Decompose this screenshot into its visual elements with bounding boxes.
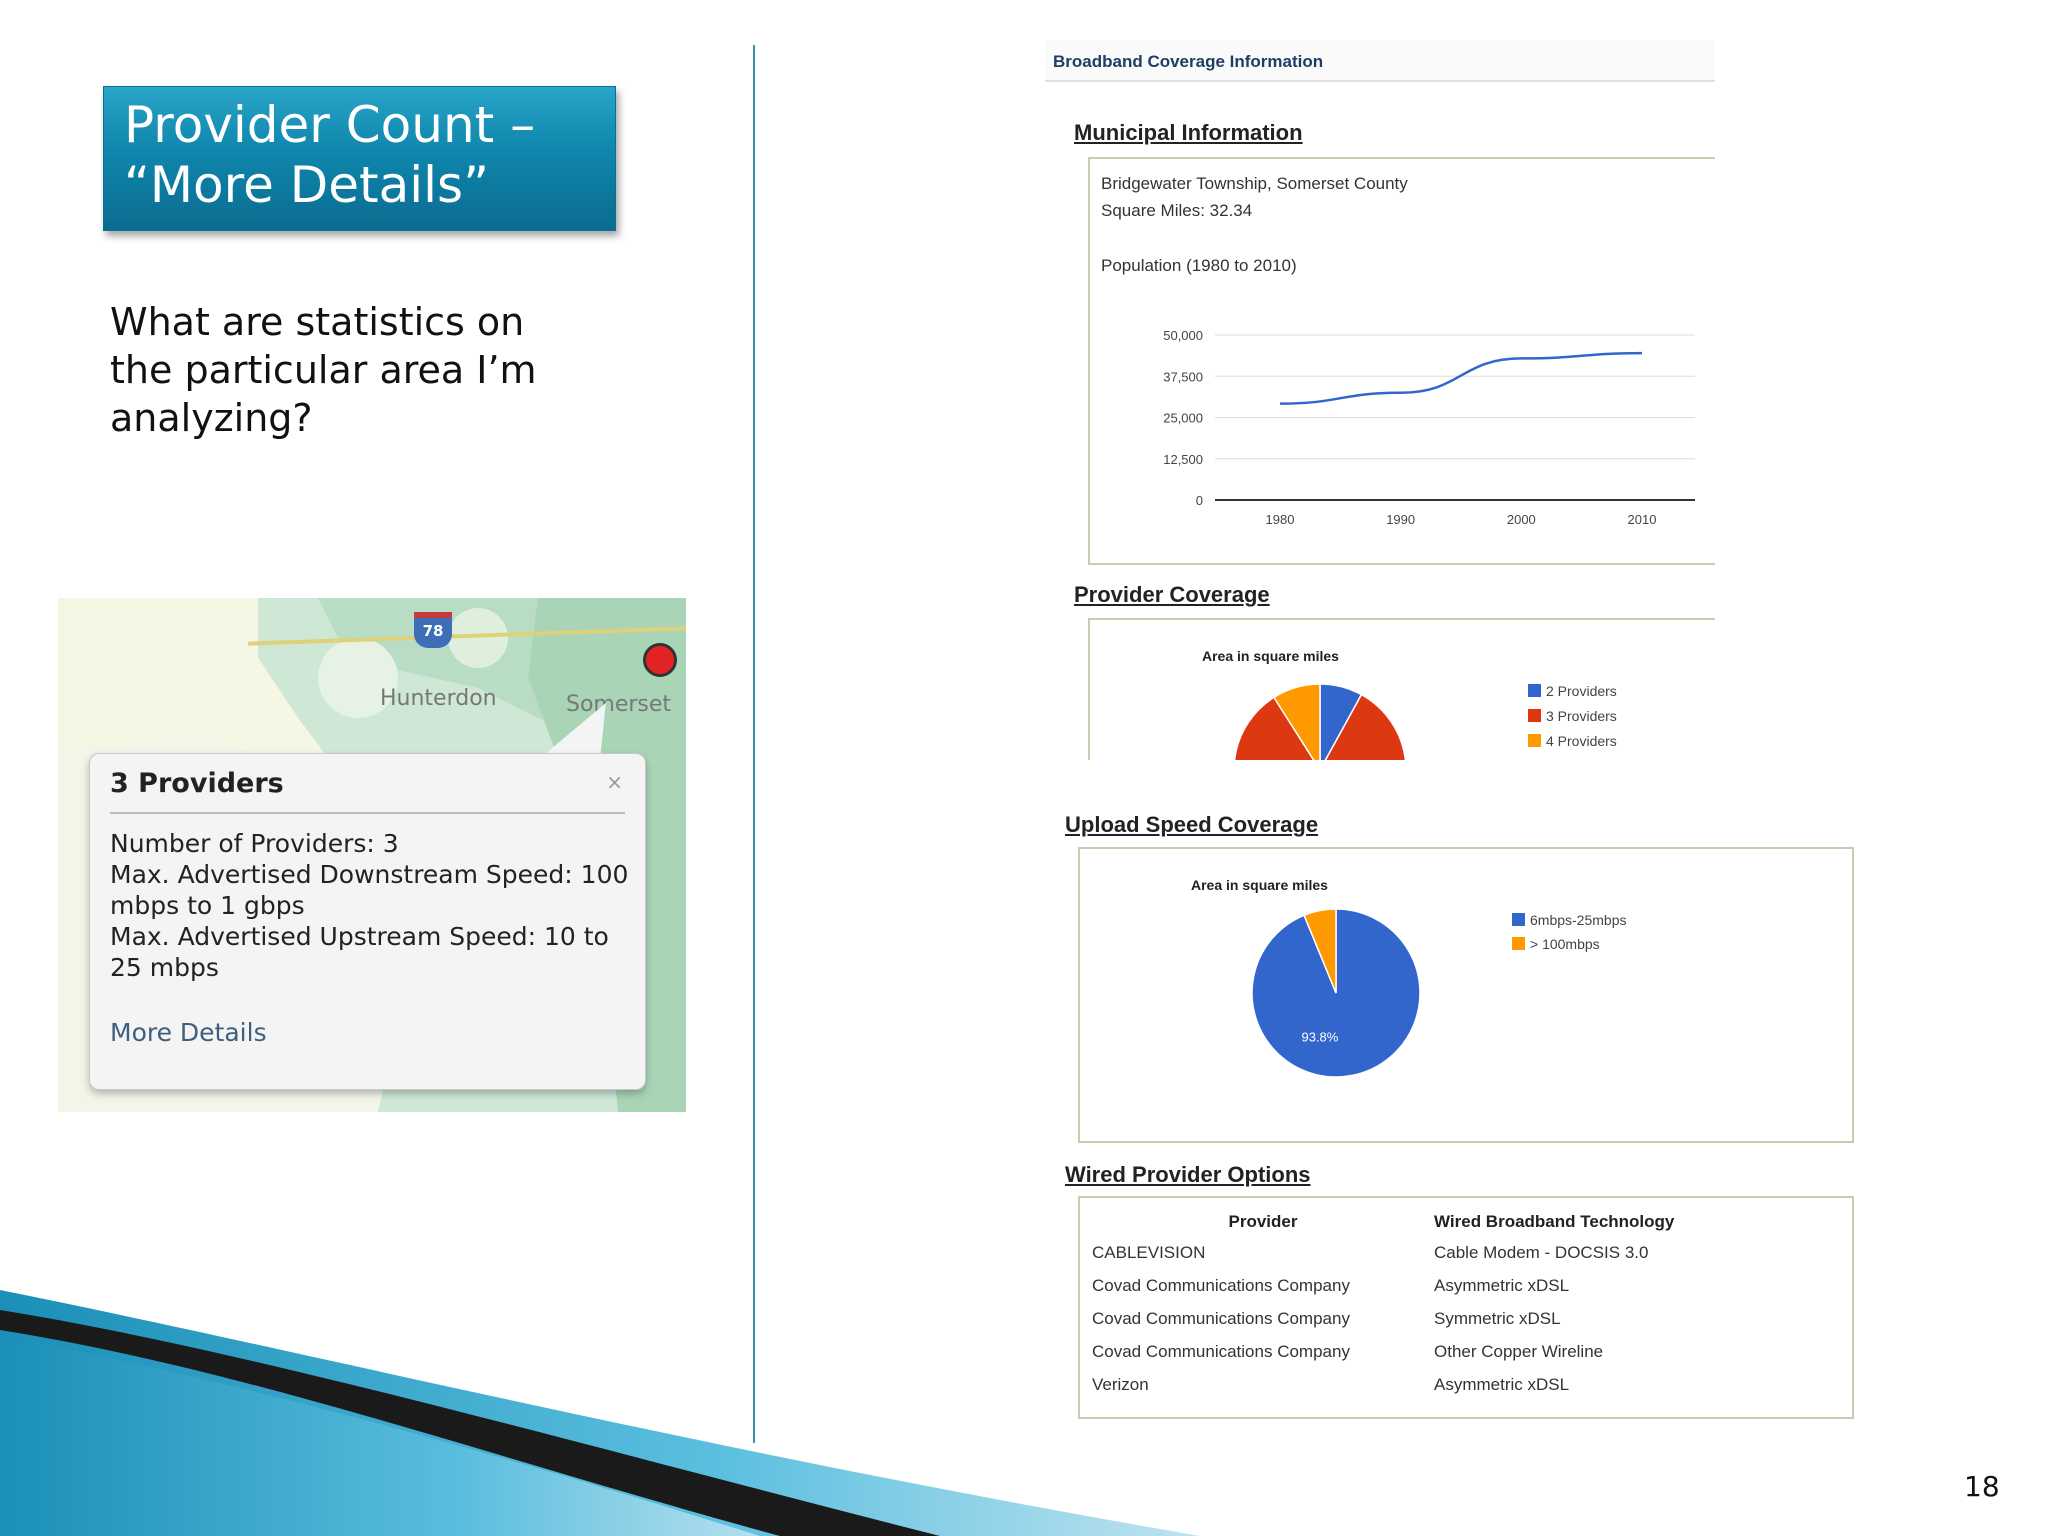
y-tick-label: 12,500 (1163, 451, 1203, 467)
legend-entry (1528, 708, 1617, 724)
population-series-line (1280, 353, 1642, 403)
y-tick-label: 37,500 (1163, 369, 1203, 385)
y-tick-label: 0 (1195, 493, 1203, 508)
upload-pie-chart (1250, 907, 1422, 1079)
decorative-swoosh (0, 1290, 1200, 1536)
popup-line-downstream: Max. Advertised Downstream Speed: 100 mbps to 1 gbps (110, 860, 629, 920)
provider-cell: Covad Communications Company (1092, 1276, 1350, 1295)
provider-pie-chart (1230, 680, 1410, 760)
slide-title-line1: Provider Count – (124, 96, 536, 154)
y-tick-label: 50,000 (1163, 328, 1203, 343)
provider-cell: CABLEVISION (1092, 1243, 1206, 1262)
legend-entry (1528, 733, 1617, 749)
column-header-technology: Wired Broadband Technology (1434, 1212, 1675, 1231)
municipality-name: Bridgewater Township, Somerset County (1101, 174, 1408, 193)
column-header-provider: Provider (1228, 1212, 1298, 1231)
legend-label: 6mbps-25mbps (1530, 912, 1627, 928)
table-header-row (1092, 1212, 1674, 1243)
popup-line-upstream: Max. Advertised Upstream Speed: 10 to 25 mbps (110, 922, 609, 982)
broadband-panel-header (1045, 40, 1715, 82)
technology-cell: Symmetric xDSL (1434, 1309, 1561, 1328)
legend-swatch (1528, 709, 1541, 722)
provider-cell: Verizon (1092, 1375, 1149, 1394)
population-label: Population (1980 to 2010) (1101, 256, 1297, 275)
table-row (1092, 1243, 1674, 1276)
slide-question: What are statistics on the particular area I’m analyzing? (110, 300, 537, 440)
legend-label: 2 Providers (1546, 683, 1617, 699)
more-details-link[interactable]: More Details (110, 1018, 267, 1047)
x-tick-label: 1980 (1265, 512, 1295, 527)
x-tick-label: 1990 (1386, 512, 1416, 527)
technology-cell: Cable Modem - DOCSIS 3.0 (1434, 1243, 1649, 1262)
y-tick-label: 25,000 (1163, 410, 1203, 426)
legend-label: 3 Providers (1546, 708, 1617, 724)
square-miles: Square Miles: 32.34 (1101, 201, 1253, 220)
provider-cell: Covad Communications Company (1092, 1309, 1350, 1328)
provider-pie-clip (1230, 680, 1410, 760)
legend-swatch (1512, 913, 1525, 926)
legend-entry (1512, 936, 1600, 952)
upload-speed-title: Upload Speed Coverage (1065, 812, 1319, 837)
popup-divider (110, 812, 625, 814)
county-label-somerset: Somerset (566, 692, 672, 717)
slide-title-line2: “More Details” (124, 156, 489, 214)
column-divider (753, 45, 755, 1443)
legend-label: > 100mbps (1530, 936, 1600, 952)
broadband-panel-title: Broadband Coverage Information (1053, 52, 1324, 71)
close-icon[interactable]: × (606, 770, 623, 794)
slide-title-box (103, 86, 616, 231)
legend-swatch (1512, 937, 1525, 950)
legend-entry (1512, 912, 1627, 928)
x-tick-label: 2010 (1627, 512, 1657, 527)
provider-coverage-title: Provider Coverage (1074, 582, 1270, 607)
popup-line-providers: Number of Providers: 3 (110, 829, 399, 858)
x-tick-label: 2000 (1506, 512, 1536, 527)
technology-cell: Other Copper Wireline (1434, 1342, 1604, 1361)
legend-entry (1528, 683, 1617, 699)
popup-body (110, 828, 630, 983)
technology-cell: Asymmetric xDSL (1434, 1276, 1570, 1295)
map-marker-icon[interactable] (643, 643, 677, 677)
legend-label: 4 Providers (1546, 733, 1617, 749)
highway-shield-icon: 78 (414, 612, 452, 648)
technology-cell: Asymmetric xDSL (1434, 1375, 1570, 1394)
pie-slice-label: 93.8% (1301, 1029, 1339, 1045)
wired-options-title: Wired Provider Options (1065, 1162, 1311, 1187)
provider-pie-title: Area in square miles (1202, 648, 1339, 664)
map-screenshot (58, 598, 686, 1112)
municipal-info-title: Municipal Information (1074, 120, 1303, 145)
county-label-hunterdon: Hunterdon (380, 686, 497, 711)
provider-cell: Covad Communications Company (1092, 1342, 1350, 1361)
legend-swatch (1528, 684, 1541, 697)
page-number: 18 (1964, 1470, 2000, 1503)
upload-pie-title: Area in square miles (1191, 877, 1328, 893)
population-line-chart (1120, 315, 1700, 535)
info-popup (89, 753, 646, 1090)
legend-swatch (1528, 734, 1541, 747)
popup-title: 3 Providers (110, 768, 284, 799)
